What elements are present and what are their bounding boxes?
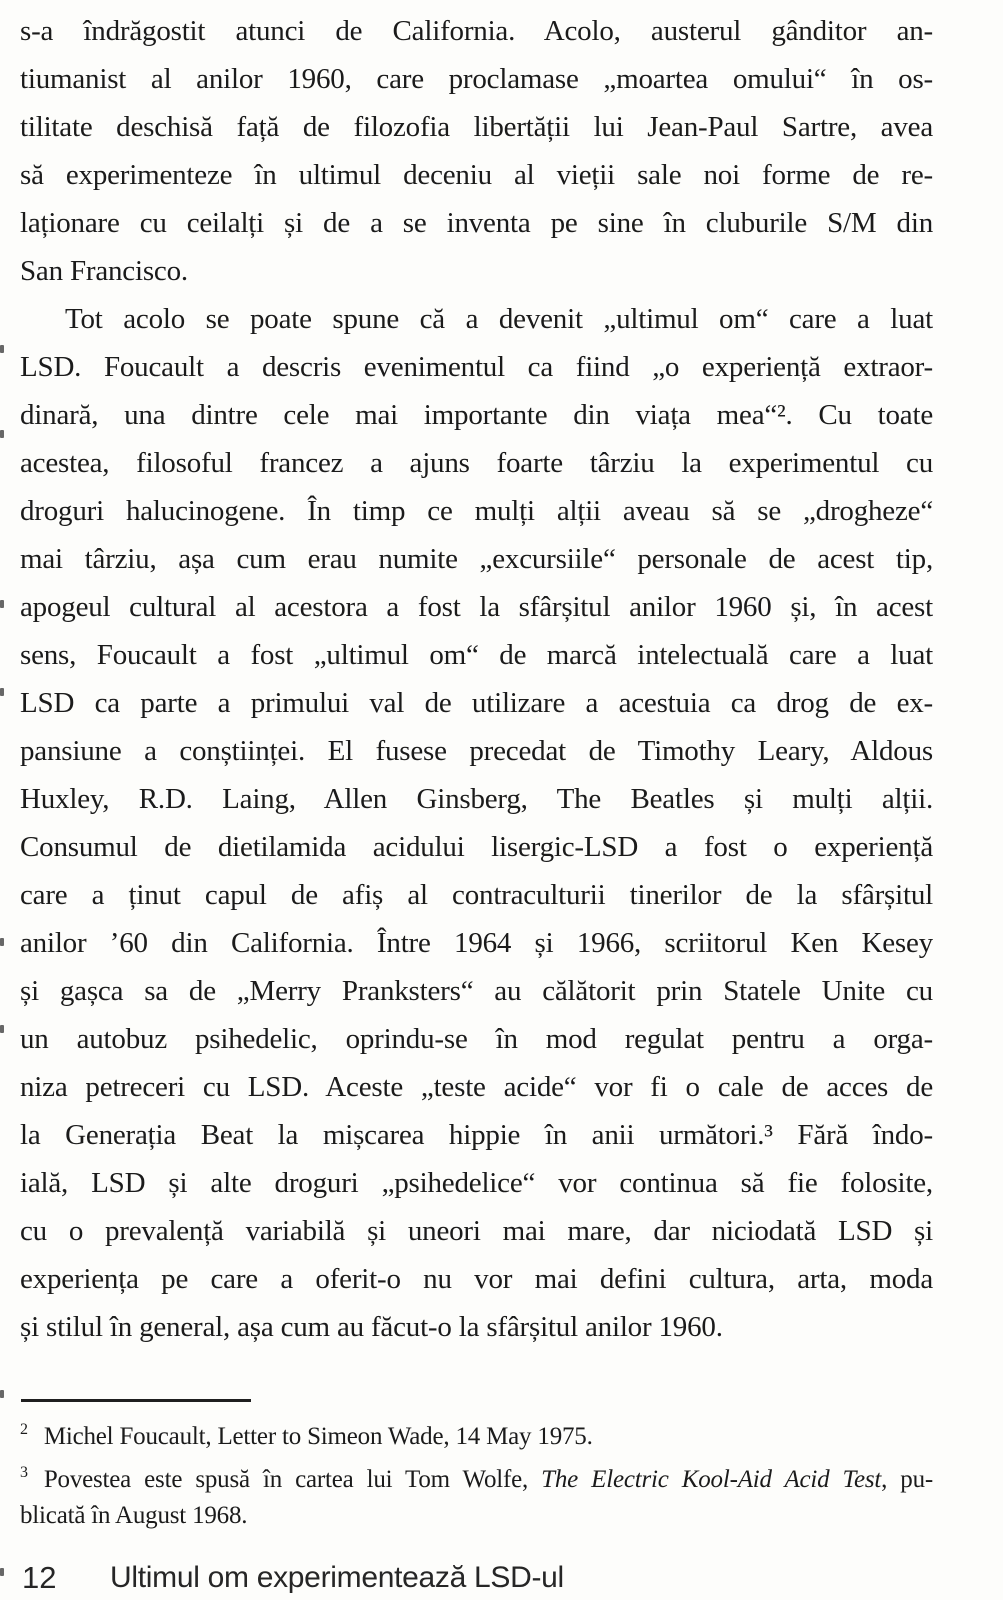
text-line: Huxley, R.D. Laing, Allen Ginsberg, The Beatles și mulți alții. [20,783,933,815]
footnote-text: , pu- [881,1466,933,1493]
footnote-line [20,1451,933,1494]
footnote-separator-rule [21,1399,251,1402]
footnote-marker: 3 [20,1464,28,1481]
text-line: droguri halucinogene. În timp ce mulți alții aveau să se „drogheze“ [20,495,933,527]
text-line: ială, LSD și alte droguri „psihedelice“ vor continua să fie folosite, [20,1167,933,1199]
text-line: sens, Foucault a fost „ultimul om“ de marcă intelectuală care a luat [20,639,933,671]
text-line: Tot acolo se poate spune că a devenit „ultimul om“ care a luat [65,303,933,335]
text-line: experiența pe care a oferit-o nu vor mai defini cultura, arta, moda [20,1263,933,1295]
paragraph [20,7,933,295]
scan-artifact [0,345,4,353]
text-line: LSD. Foucault a descris evenimentul ca fiind „o experiență extraor- [20,351,933,383]
body-text [20,7,933,1351]
footnote-italic-title: The Electric Kool-Aid Acid Test [541,1466,882,1493]
text-line: să experimenteze în ultimul deceniu al vieții sale noi forme de re- [20,159,933,191]
scan-artifact [0,600,4,608]
text-line: laționare cu ceilalți și de a se inventa pe sine în cluburile S/M din [20,207,933,239]
footnote-line [20,1494,933,1537]
page-number: 12 [22,1560,57,1595]
text-line: niza petreceri cu LSD. Aceste „teste acide“ vor fi o cale de acces de [20,1071,933,1103]
text-line: la Generația Beat la mișcarea hippie în anii următori.³ Fără îndo- [20,1119,933,1151]
text-line: dinară, una dintre cele mai importante din viața mea“². Cu toate [20,399,933,431]
text-line: cu o prevalență variabilă și uneori mai mare, dar niciodată LSD și [20,1215,933,1247]
page-footer [22,1558,982,1600]
footnote-line [20,1408,933,1451]
text-line: s-a îndrăgostit atunci de California. Acolo, austerul gânditor an- [20,15,933,47]
text-line: tilitate deschisă față de filozofia libertății lui Jean-Paul Sartre, avea [20,111,933,143]
footnotes [20,1408,933,1537]
text-line: și stilul în general, așa cum au făcut-o la sfârșitul anilor 1960. [20,1311,723,1343]
text-line: LSD ca parte a primului val de utilizare a acestuia ca drog de ex- [20,687,933,719]
text-line: care a ținut capul de afiș al contraculturii tinerilor de la sfârșitul [20,879,933,911]
running-title: Ultimul om experimentează LSD-ul [110,1561,564,1594]
scan-artifact [0,1390,4,1398]
text-line: și gașca sa de „Merry Pranksters“ au călătorit prin Statele Unite cu [20,975,933,1007]
text-line: pansiune a conștiinței. El fusese precedat de Timothy Leary, Aldous [20,735,933,767]
scan-artifact [0,430,4,438]
footnote-marker: 2 [20,1421,28,1438]
text-line: tiumanist al anilor 1960, care proclamase „moartea omului“ în os- [20,63,933,95]
text-line: un autobuz psihedelic, oprindu-se în mod regulat pentru a orga- [20,1023,933,1055]
text-line: apogeul cultural al acestora a fost la sfârșitul anilor 1960 și, în acest [20,591,933,623]
text-line: mai târziu, așa cum erau numite „excursiile“ personale de acest tip, [20,543,933,575]
scan-artifact [0,1025,4,1033]
scan-artifact [0,688,4,696]
text-line: anilor ’60 din California. Între 1964 și 1966, scriitorul Ken Kesey [20,927,933,959]
footnote-text: blicată în August 1968. [20,1502,248,1529]
footnote-text: Michel Foucault, Letter to Simeon Wade, 14 May 1975. [43,1423,593,1450]
text-line: San Francisco. [20,255,188,287]
footnote-text: Povestea este spusă în cartea lui Tom Wolfe, [43,1466,542,1493]
scan-artifact [0,938,4,946]
paragraph [20,295,933,1351]
text-line: Consumul de dietilamida acidului lisergic-LSD a fost o experiență [20,831,933,863]
scan-artifact [0,1568,4,1576]
text-line: acestea, filosoful francez a ajuns foarte târziu la experimentul cu [20,447,933,479]
